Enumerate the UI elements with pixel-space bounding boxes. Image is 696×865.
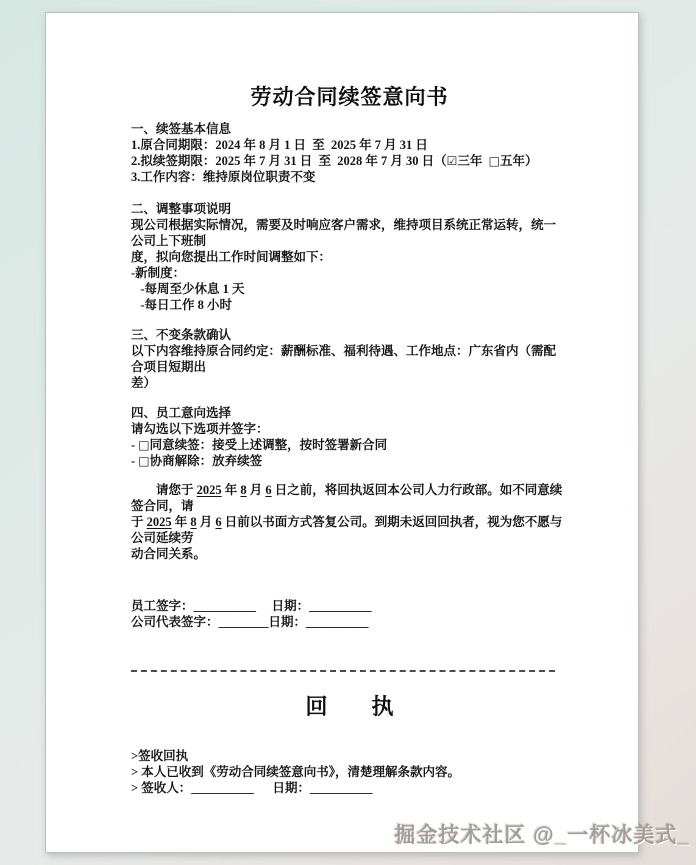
work-content-line: 3.工作内容：维持原岗位职责不变 (131, 170, 316, 184)
policy-work-hours: -每日工作 8 小时 (131, 298, 233, 312)
renewal-term-line (131, 153, 568, 169)
section-heading: 一、续签基本信息 (131, 122, 232, 136)
section-heading: 二、调整事项说明 (131, 202, 232, 216)
notice-line-1 (131, 482, 568, 514)
option-agree-label: 同意续签：接受上述调整，按时签署新合同 (149, 438, 388, 452)
option-terminate-label: 协商解除：放弃续签 (149, 454, 263, 468)
unchanged-terms-line-1: 以下内容维持原合同约定：薪酬标准、福利待遇、工作地点：广东省内（需配合项目短期出 (131, 344, 557, 374)
receipt-acknowledgement: > 本人已收到《劳动合同续签意向书》，清楚理解条款内容。 (131, 765, 460, 779)
section-heading: 三、不变条款确认 (131, 328, 232, 342)
term-three-years-label: 三年 (457, 154, 489, 168)
policy-rest-days: -每周至少休息 1 天 (131, 282, 245, 296)
notice-text: 年 (171, 515, 191, 529)
receipt-heading: >签收回执 (131, 749, 189, 763)
new-policy-label: -新制度： (131, 266, 186, 280)
return-deadline-paragraph (131, 482, 568, 562)
section-employee-choice (131, 405, 568, 469)
option-dash: - (131, 438, 139, 452)
notice-line-2 (131, 514, 568, 546)
watermark: 掘金技术社区 @_一杯冰美式_ (394, 824, 690, 847)
section-unchanged-terms (131, 327, 568, 391)
deadline-day: 6 (215, 515, 222, 529)
deadline-year: 2025 (146, 515, 172, 529)
checkbox-term-three-years-checked[interactable]: ☑ (446, 154, 458, 168)
option-agree-renewal (131, 437, 568, 453)
option-negotiate-termination (131, 453, 568, 469)
term-five-years-label: 五年） (500, 154, 538, 168)
original-contract-term-line: 1.原合同期限：2024 年 8 月 1 日 至 2025 年 7 月 31 日 (131, 138, 428, 152)
notice-text: 请您于 (131, 483, 197, 497)
adjustment-paragraph-line-1: 现公司根据实际情况，需要及时响应客户需求，维持项目系统正常运转，统一公司上下班制 (131, 218, 557, 248)
document-page (45, 12, 639, 853)
dashed-divider (131, 670, 555, 672)
receipt-section (131, 748, 568, 796)
notice-line-3: 动合同关系。 (131, 547, 207, 561)
company-signature-line: 公司代表签字：________日期：__________ (131, 615, 369, 629)
adjustment-paragraph-line-2: 度，拟向您提出工作时间调整如下： (131, 250, 332, 264)
notice-text: 月 (196, 515, 216, 529)
signature-block (131, 598, 568, 630)
checkbox-term-five-years[interactable]: □ (488, 154, 501, 168)
checkbox-option-agree[interactable]: □ (138, 438, 150, 452)
checkbox-option-terminate[interactable]: □ (138, 454, 150, 468)
receipt-signature-line: > 签收人：__________ 日期：__________ (131, 781, 373, 795)
notice-text: 年 (221, 483, 241, 497)
notice-text: 日之前，将回执返回本公司人力行政部。如不同意续签合同，请 (131, 483, 563, 513)
receipt-title: 回 执 (305, 694, 394, 719)
notice-text: 月 (246, 483, 266, 497)
notice-text: 日前以书面方式答复公司。到期未返回回执者，视为您不愿与公司延续劳 (131, 515, 563, 545)
section-basic-info (131, 121, 568, 185)
section-adjustments (131, 201, 568, 313)
deadline-month: 8 (240, 483, 247, 497)
notice-text: 于 (131, 515, 147, 529)
employee-signature-line: 员工签字：__________ 日期：__________ (131, 599, 372, 613)
unchanged-terms-line-2: 差） (131, 376, 157, 390)
document-title: 劳动合同续签意向书 (250, 86, 449, 109)
option-dash: - (131, 454, 139, 468)
section-heading: 四、员工意向选择 (131, 406, 232, 420)
deadline-month: 8 (190, 515, 197, 529)
choice-intro: 请勾选以下选项并签字： (131, 422, 269, 436)
deadline-day: 6 (265, 483, 272, 497)
renewal-term-text: 2.拟续签期限：2025 年 7 月 31 日 至 2028 年 7 月 30 日（ (131, 154, 447, 168)
deadline-year: 2025 (196, 483, 222, 497)
